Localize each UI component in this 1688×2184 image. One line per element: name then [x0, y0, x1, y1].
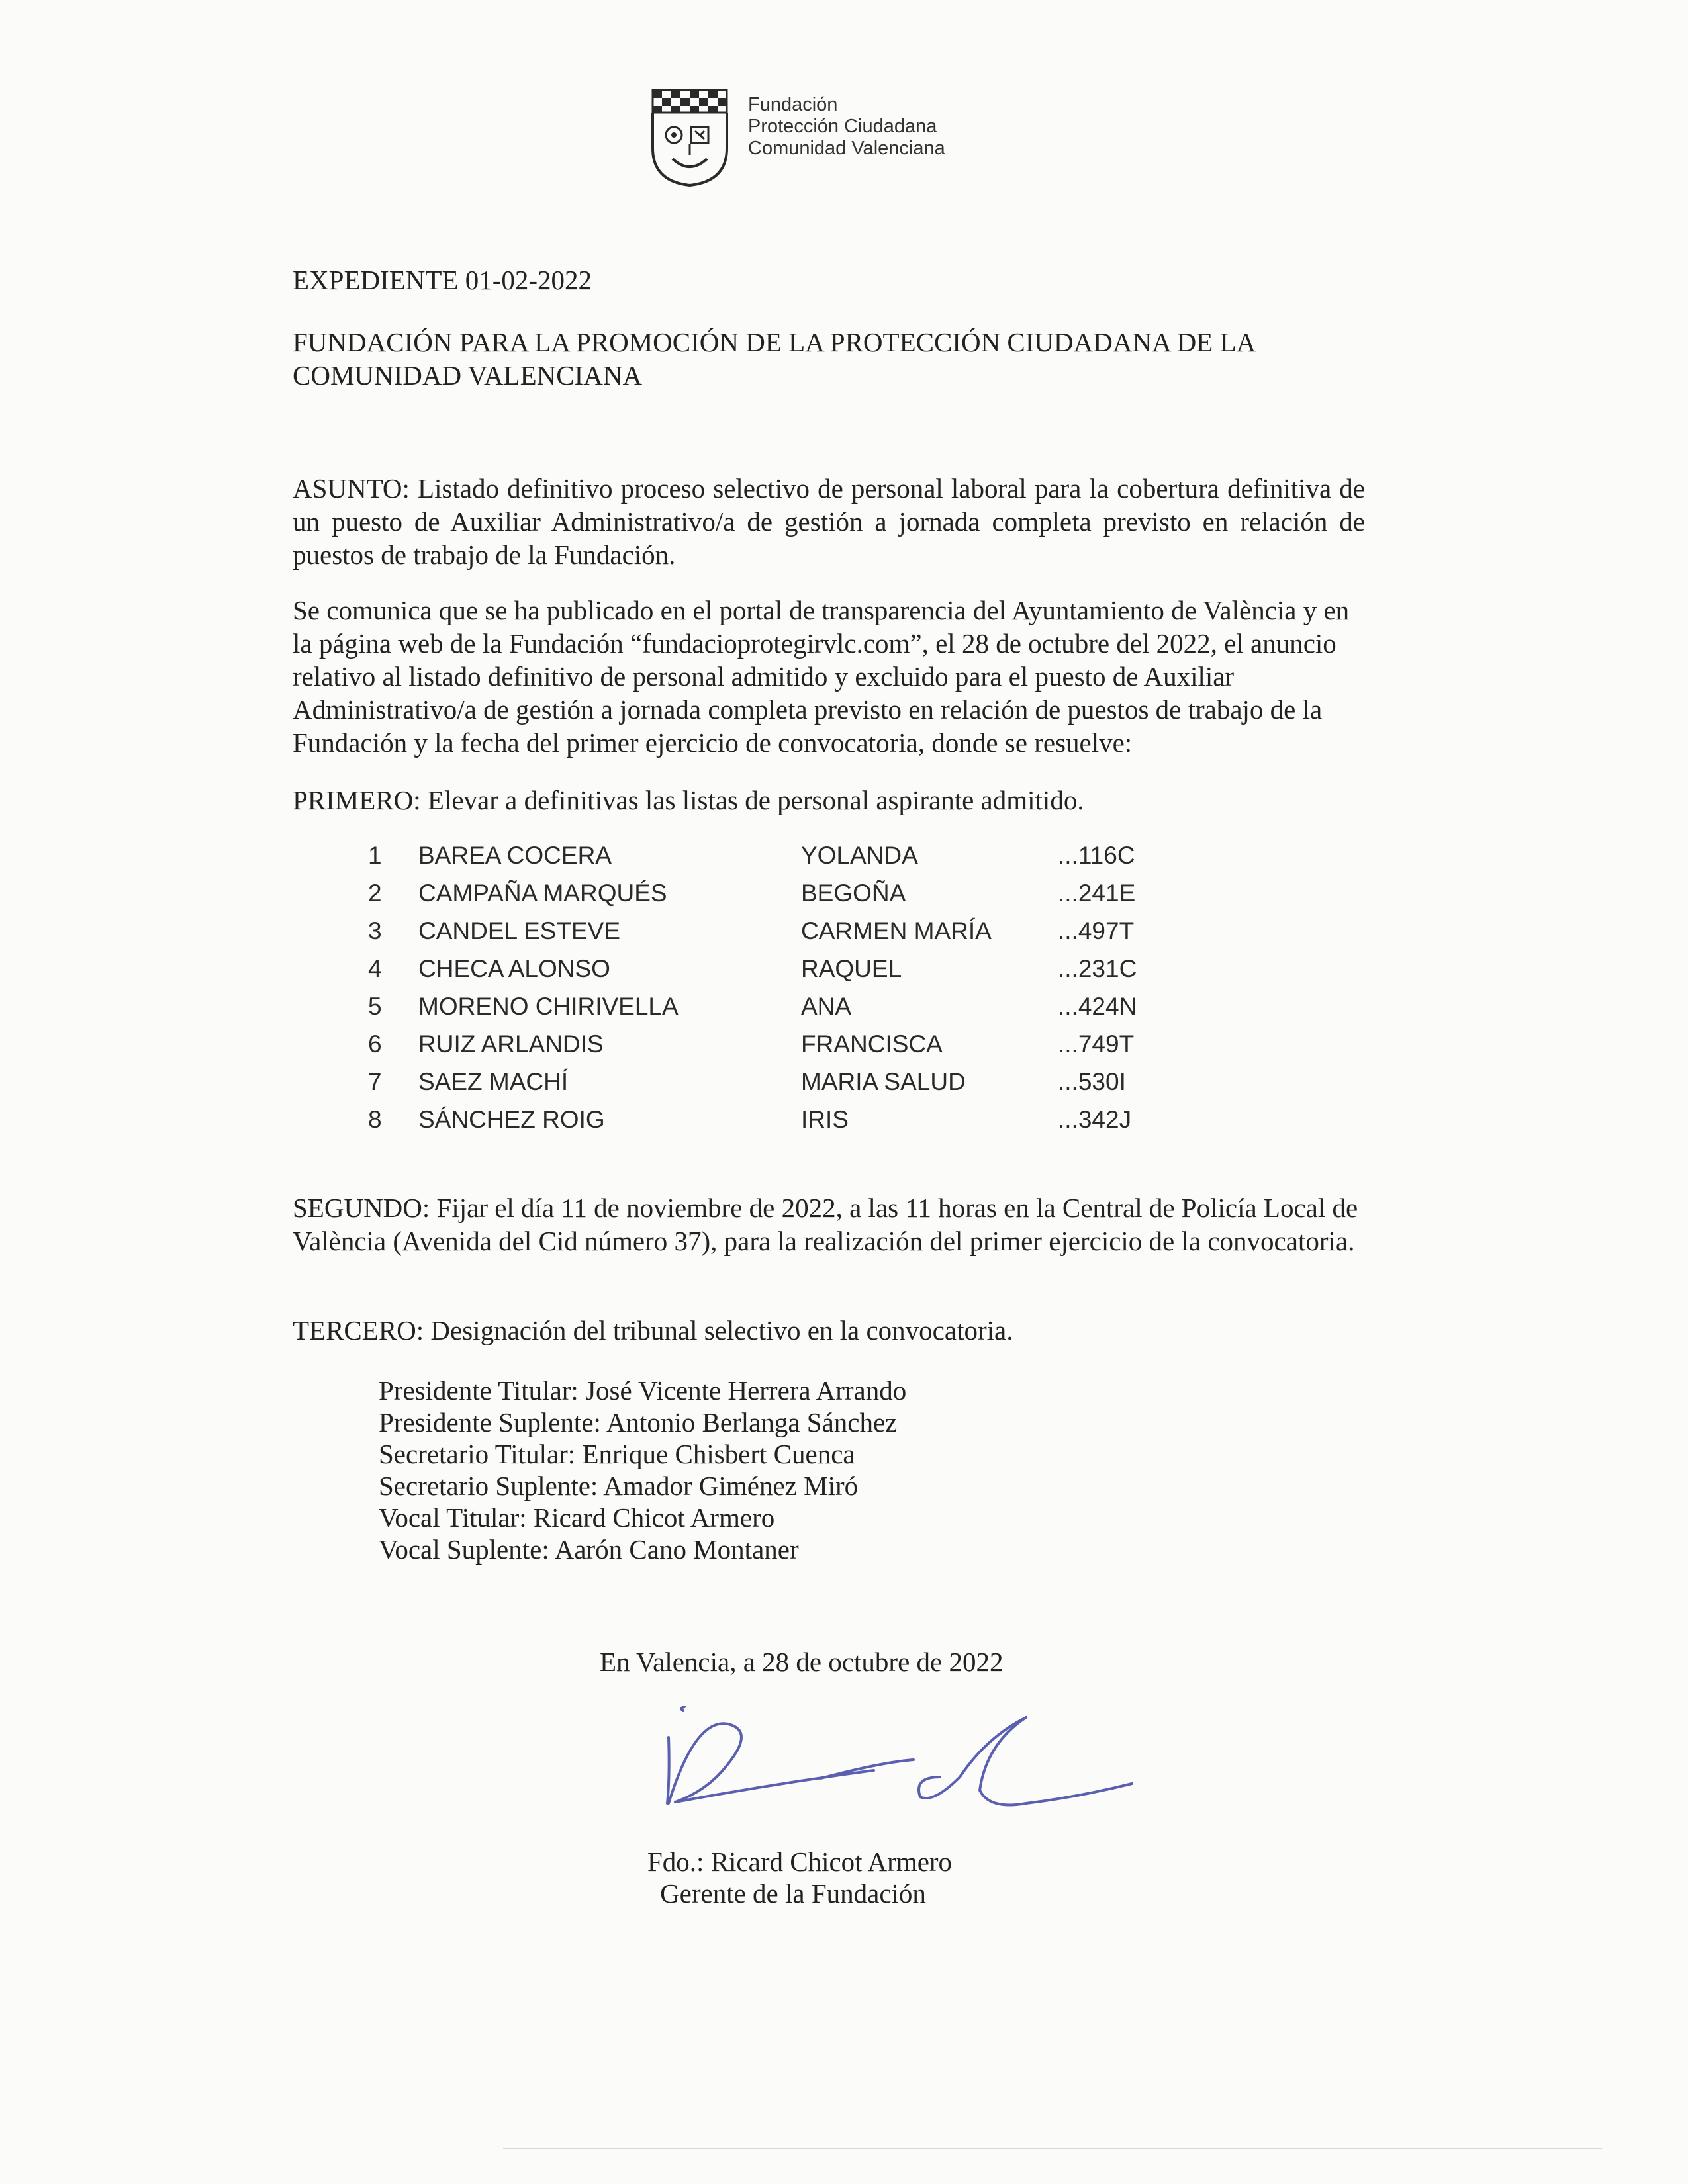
segundo-text: SEGUNDO: Fijar el día 11 de noviembre de 2022, a las 11 horas en la Central de Policía Local de València (Avenida del Cid número 37), para la realización del primer ejercicio de la convocatoria.: [293, 1193, 1358, 1256]
tercero-paragraph: [293, 1314, 1365, 1347]
tribunal-member: Secretario Titular: Enrique Chisbert Cuenca: [379, 1439, 855, 1469]
logo-text: [748, 94, 945, 159]
tercero-text: TERCERO: Designación del tribunal selectivo en la convocatoria.: [293, 1315, 1013, 1345]
candidate-name: FRANCISCA: [801, 1030, 943, 1058]
primero-paragraph: [293, 784, 1365, 817]
candidate-id: ...497T: [1058, 917, 1135, 944]
candidate-surname: CANDEL ESTEVE: [418, 917, 620, 944]
list-item: [368, 917, 1229, 955]
candidate-number: 7: [368, 1068, 382, 1095]
candidate-surname: RUIZ ARLANDIS: [418, 1030, 604, 1058]
candidate-name: YOLANDA: [801, 842, 918, 869]
candidate-surname: BAREA COCERA: [418, 842, 612, 869]
list-item: [368, 1030, 1229, 1068]
list-item: [368, 955, 1229, 993]
shield-logo-icon: [650, 89, 733, 188]
primero-text: PRIMERO: Elevar a definitivas las listas de personal aspirante admitido.: [293, 785, 1084, 815]
comunica-paragraph: [293, 594, 1365, 759]
scan-edge-divider: [503, 2148, 1602, 2149]
foundation-title: [293, 326, 1365, 392]
candidate-number: 5: [368, 993, 382, 1020]
candidate-id: ...241E: [1058, 880, 1136, 907]
candidate-id: ...116C: [1058, 842, 1135, 869]
logo-line-2: Protección Ciudadana: [748, 116, 937, 137]
candidate-number: 8: [368, 1106, 382, 1133]
candidate-number: 2: [368, 880, 382, 907]
candidate-id: ...424N: [1058, 993, 1137, 1020]
asunto-text: ASUNTO: Listado definitivo proceso selectivo de personal laboral para la cobertura definitiva de un puesto de Auxiliar Administrativo/a de gestión a jornada completa previsto en relación de puestos de trabajo de la Fundación.: [293, 473, 1365, 570]
candidate-surname: SÁNCHEZ ROIG: [418, 1106, 605, 1133]
tribunal-member: Secretario Suplente: Amador Giménez Miró: [379, 1471, 859, 1501]
candidate-id: ...231C: [1058, 955, 1137, 982]
signatory-name: Fdo.: Ricard Chicot Armero: [647, 1846, 953, 1877]
candidate-surname: MORENO CHIRIVELLA: [418, 993, 679, 1020]
foundation-title-text: FUNDACIÓN PARA LA PROMOCIÓN DE LA PROTECCIÓN CIUDADANA DE LA COMUNIDAD VALENCIANA: [293, 327, 1254, 390]
list-item: [368, 993, 1229, 1030]
candidate-name: CARMEN MARÍA: [801, 917, 992, 944]
asunto-paragraph: [293, 472, 1365, 571]
candidate-name: RAQUEL: [801, 955, 902, 982]
candidate-name: MARIA SALUD: [801, 1068, 966, 1095]
logo-line-1: Fundación: [748, 94, 838, 115]
tribunal-member: Presidente Titular: José Vicente Herrera Arrando: [379, 1375, 907, 1406]
expediente-heading: [293, 263, 1365, 296]
candidate-number: 1: [368, 842, 382, 869]
candidate-number: 3: [368, 917, 382, 944]
candidate-name: IRIS: [801, 1106, 849, 1133]
candidate-surname: CAMPAÑA MARQUÉS: [418, 880, 667, 907]
candidate-number: 4: [368, 955, 382, 982]
comunica-text: Se comunica que se ha publicado en el portal de transparencia del Ayuntamiento de València y en la página web de la Fundación “fundacioprotegirvlc.com”, el 28 de octubre del 2022, el anuncio relativo al listado definitivo de personal admitido y excluido para el puesto de Auxiliar Administrativo/a de gestión a jornada completa previsto en relación de puestos de trabajo de la Fundación y la fecha del primer ejercicio de convocatoria, donde se resuelve:: [293, 595, 1350, 758]
candidate-id: ...749T: [1058, 1030, 1135, 1058]
foundation-logo: [650, 89, 994, 188]
tribunal-member: Vocal Suplente: Aarón Cano Montaner: [379, 1534, 799, 1565]
candidate-id: ...342J: [1058, 1106, 1132, 1133]
candidate-surname: CHECA ALONSO: [418, 955, 610, 982]
candidate-name: BEGOÑA: [801, 880, 906, 907]
list-item: [368, 1106, 1229, 1144]
segundo-paragraph: [293, 1191, 1365, 1257]
list-item: [368, 880, 1229, 917]
candidate-id: ...530I: [1058, 1068, 1126, 1095]
logo-line-3: Comunidad Valenciana: [748, 138, 945, 159]
list-item: [368, 1068, 1229, 1106]
candidate-name: ANA: [801, 993, 852, 1020]
tribunal-member: Vocal Titular: Ricard Chicot Armero: [379, 1502, 775, 1533]
handwritten-signature: [655, 1704, 1185, 1823]
expediente-text: EXPEDIENTE 01-02-2022: [293, 265, 592, 295]
candidates-list: [368, 842, 1229, 1144]
tribunal-member: Presidente Suplente: Antonio Berlanga Sánchez: [379, 1407, 898, 1437]
list-item: [368, 842, 1229, 880]
signature-date: En Valencia, a 28 de octubre de 2022: [600, 1647, 1004, 1677]
tribunal-list: [379, 1375, 1173, 1565]
candidate-surname: SAEZ MACHÍ: [418, 1068, 569, 1095]
signatory-block: [647, 1846, 953, 1909]
signatory-role: Gerente de la Fundación: [660, 1878, 926, 1909]
candidate-number: 6: [368, 1030, 382, 1058]
